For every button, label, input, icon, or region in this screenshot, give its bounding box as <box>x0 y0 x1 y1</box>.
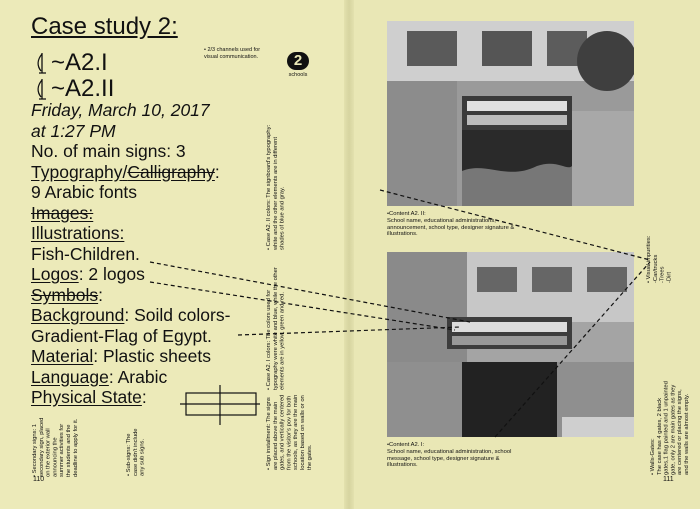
fonts-value: 9 Arabic fonts <box>31 182 138 202</box>
typography-row: Typography/Calligraphy: <box>31 161 220 182</box>
time-line: at 1:27 PM <box>31 120 116 141</box>
background-row: Background: Soild colors- <box>31 305 231 325</box>
physical-state-row: Physical State: <box>31 387 147 407</box>
symbols-row: Symbols: <box>31 284 103 305</box>
page-gutter <box>344 0 354 509</box>
illustrations-label: Illustrations: <box>31 223 125 243</box>
photo-school-a2-1 <box>387 252 634 437</box>
caption-a2-2-title: •Content A2. II: <box>387 211 426 217</box>
badge-number: 2 <box>287 52 309 70</box>
date-line: Friday, March 10, 2017 <box>31 100 210 120</box>
note-sub-signs: • Sub-signs: The case didn't include any sub signs. <box>126 426 146 476</box>
school-a2-2-photo-icon <box>387 21 634 206</box>
channels-note: • 2/3 channels used for visual communication. <box>204 47 261 60</box>
note-visual-impurities: • Visual impurities: -Car/trucks -Trees -Dirt <box>646 235 673 283</box>
sign-attributes-list <box>31 100 281 408</box>
caption-a2-2-body: School name, educational administrations, announcement, school type, designer signature & illustrations. <box>387 217 515 238</box>
caption-a2-1-title: •Content A2. I: <box>387 442 425 448</box>
caption-content-a2-2 <box>387 211 527 238</box>
language-row: Language: Arabic <box>31 366 168 387</box>
sign-glyph-icon <box>35 78 49 100</box>
caption-a2-1-body: School name, educational administration, school message, school type, designer signature & illustrations. <box>387 448 512 469</box>
left-page-number: 110 <box>33 476 45 483</box>
note-secondary-signs: • Secondary signs: 1 secondary sign, placed on the exterior wall announcing the summer activities for the students and the deadline to apply for it. <box>32 416 79 477</box>
case-code-a2-2: ~A2.II <box>35 76 114 102</box>
note-walls-gates: • Walls-Gates: The case has 4 gates, 2 black gates,1 flag painted and 1 unpainted gate, only 2 are main gates as they are centered or placing the signs, and the walls are almost empty. <box>650 381 690 475</box>
schools-badge <box>286 52 310 84</box>
note-installment: • Sign installment: The signs are placed above the main gates, and vertically centered from the visitor's pov for both schools, as they are the main location based on walls or on the gates. <box>266 392 313 470</box>
background-row-2: Gradient-Flag of Egypt. <box>31 325 212 346</box>
images-label: Images: <box>31 202 94 223</box>
note-a2i-colors: • Case A2. I colors: The colors used for typography were white and blue, while the other elements are in yellow, green and red. <box>266 265 286 390</box>
logos-row: Logos: 2 logos <box>31 264 145 284</box>
right-page-number: 111 <box>663 476 674 483</box>
material-row: Material: Plastic sheets <box>31 346 211 366</box>
main-signs-count: No. of main signs: 3 <box>31 141 186 161</box>
badge-label: schools <box>288 72 308 78</box>
school-a2-1-photo-icon <box>387 252 634 437</box>
case-code-a2-1: ~A2.I <box>35 50 108 76</box>
sign-glyph-icon <box>35 52 49 74</box>
case-study-title: Case study 2: <box>31 13 178 40</box>
photo-school-a2-2 <box>387 21 634 206</box>
illustrations-value: Fish-Children. <box>31 243 140 264</box>
note-a2ii-colors: • Case A2. II colors: The signboard's typography: white and the other elements are in different shades of blue and gray. <box>266 123 286 250</box>
physical-state-diagram <box>180 385 260 425</box>
caption-content-a2-1 <box>387 442 527 469</box>
